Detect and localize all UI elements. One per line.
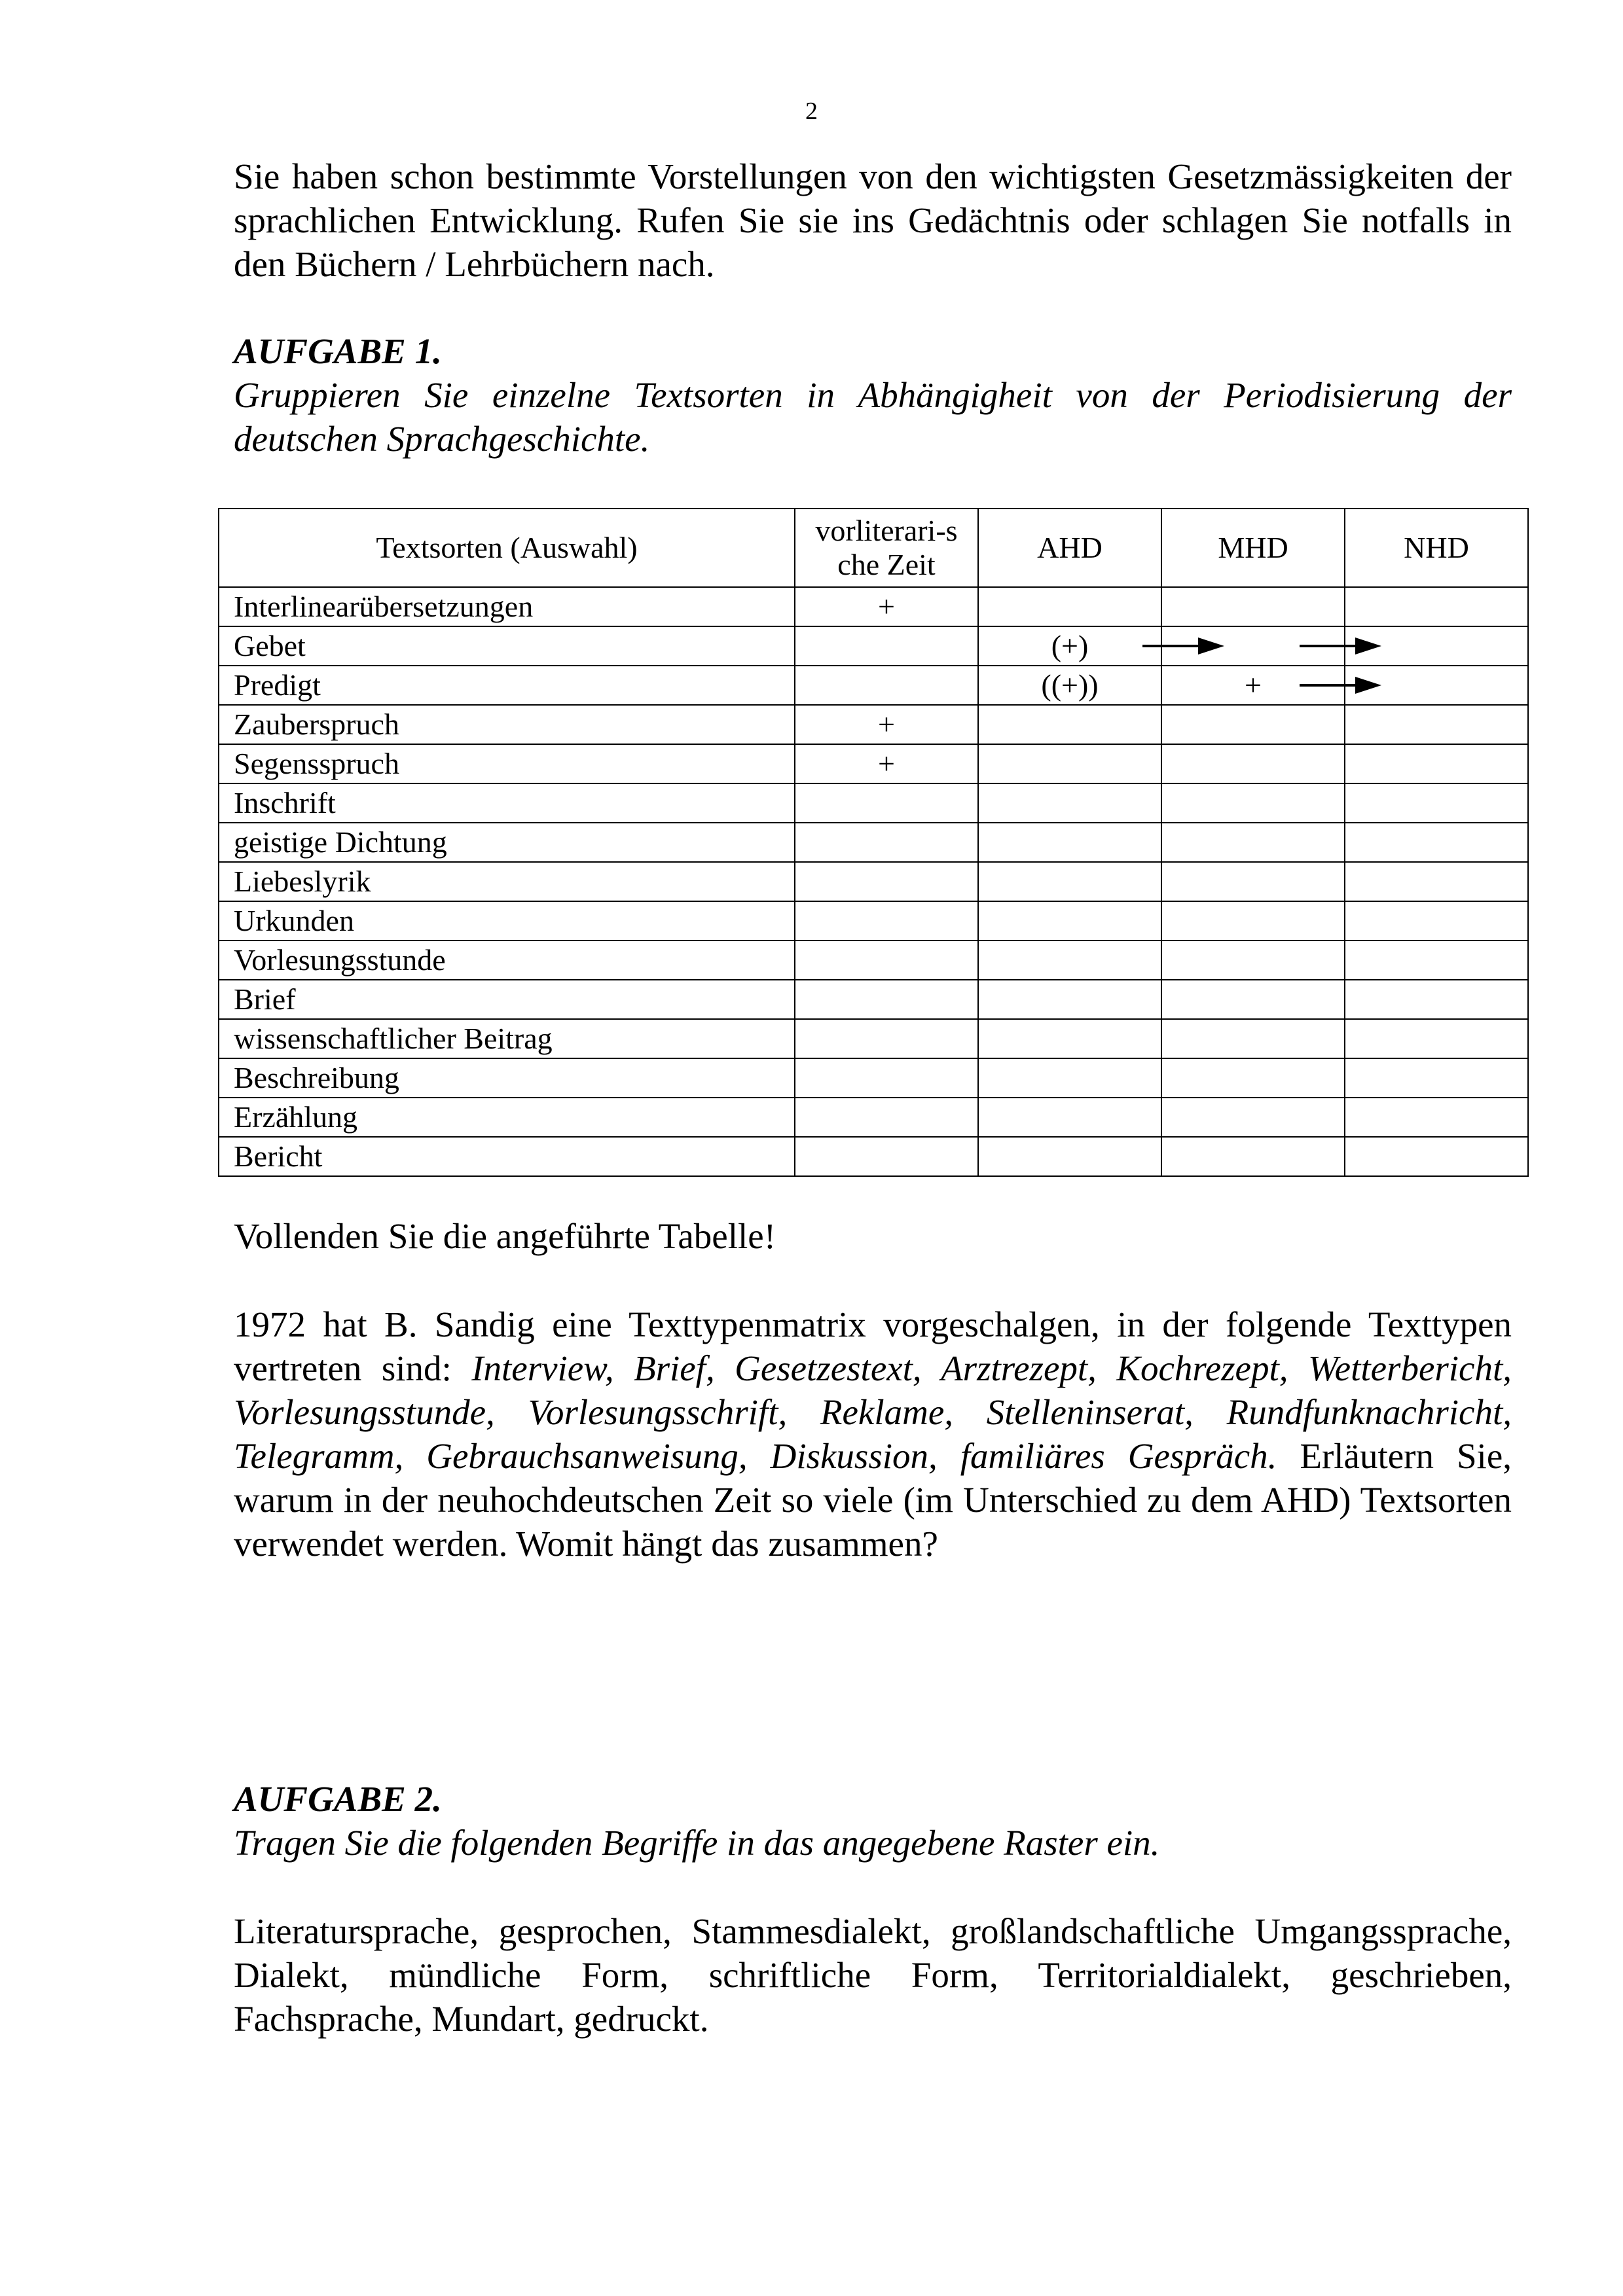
cell-mhd: [1161, 1058, 1345, 1098]
textsorte-label: Urkunden: [219, 901, 795, 941]
sandig-paragraph: [234, 1302, 1512, 1566]
cell-mhd: [1161, 1137, 1345, 1176]
cell-nhd: [1345, 862, 1528, 901]
cell-nhd: [1345, 941, 1528, 980]
table-row: [219, 666, 1528, 705]
textsorte-label: geistige Dichtung: [219, 823, 795, 862]
cell-vor: [795, 941, 978, 980]
cell-ahd: [978, 1137, 1161, 1176]
cell-vor: [795, 980, 978, 1019]
cell-vor: [795, 823, 978, 862]
table-row: [219, 980, 1528, 1019]
table-header-row: [219, 509, 1528, 587]
cell-ahd: [978, 1098, 1161, 1137]
table-row: [219, 823, 1528, 862]
cell-ahd: [978, 823, 1161, 862]
textsorte-label: Inschrift: [219, 783, 795, 823]
textsorte-label: Brief: [219, 980, 795, 1019]
intro-paragraph: Sie haben schon bestimmte Vorstellungen von den wichtigsten Gesetzmässigkeiten der sprachlichen Entwicklung. Rufen Sie sie ins Gedächtnis oder schlagen Sie notfalls in den Büchern / Lehrbüchern nach.: [234, 156, 1512, 284]
cell-nhd: [1345, 1019, 1528, 1058]
cell-ahd: [978, 941, 1161, 980]
textsorte-label: Gebet: [219, 626, 795, 666]
cell-ahd: [978, 1058, 1161, 1098]
cell-nhd: [1345, 783, 1528, 823]
header-vorliterarische-zeit: [795, 509, 978, 587]
cell-mhd: [1161, 626, 1345, 666]
cell-ahd: [978, 1019, 1161, 1058]
cell-ahd: [978, 783, 1161, 823]
table-row: [219, 744, 1528, 783]
cell-vor: [795, 901, 978, 941]
sandig-question: Erläutern Sie, warum in der neuhochdeutschen Zeit so viele (im Unterschied zu dem AHD) Textsorten verwendet werden. Womit hängt das zusammen?: [234, 1436, 1512, 1564]
cell-vor: +: [795, 587, 978, 626]
textsorte-label: Erzählung: [219, 1098, 795, 1137]
cell-ahd: [978, 980, 1161, 1019]
cell-mhd: [1161, 941, 1345, 980]
cell-mhd: [1161, 901, 1345, 941]
table-row: [219, 783, 1528, 823]
page-number: 2: [805, 98, 818, 125]
textsorte-label: Predigt: [219, 666, 795, 705]
cell-nhd: [1345, 980, 1528, 1019]
cell-ahd: (+): [978, 626, 1161, 666]
task1-instruction: Gruppieren Sie einzelne Textsorten in Abhängigheit von der Periodisierung der deutschen Sprachgeschichte.: [234, 375, 1512, 459]
textsorte-label: Beschreibung: [219, 1058, 795, 1098]
periodization-table: [218, 508, 1529, 1177]
textsorte-label: Zauberspruch: [219, 705, 795, 744]
sandig-lead: 1972 hat B. Sandig eine Texttypenmatrix vorgeschalgen, in der folgende Texttypen vertreten sind:: [234, 1304, 1512, 1388]
textsorte-label: Interlinearübersetzungen: [219, 587, 795, 626]
cell-nhd: [1345, 666, 1528, 705]
table-row: [219, 626, 1528, 666]
cell-mhd: +: [1161, 666, 1345, 705]
cell-ahd: [978, 901, 1161, 941]
cell-nhd: [1345, 823, 1528, 862]
table-row: [219, 1098, 1528, 1137]
cell-mhd: [1161, 705, 1345, 744]
textsorte-label: Bericht: [219, 1137, 795, 1176]
cell-mhd: [1161, 744, 1345, 783]
cell-vor: [795, 862, 978, 901]
cell-nhd: [1345, 587, 1528, 626]
textsorte-label: wissenschaftlicher Beitrag: [219, 1019, 795, 1058]
textsorte-label: Vorlesungsstunde: [219, 941, 795, 980]
table-row: [219, 862, 1528, 901]
textsorte-label: Liebeslyrik: [219, 862, 795, 901]
cell-mhd: [1161, 862, 1345, 901]
cell-vor: [795, 666, 978, 705]
cell-mhd: [1161, 823, 1345, 862]
cell-nhd: [1345, 1058, 1528, 1098]
cell-nhd: [1345, 705, 1528, 744]
task1-heading: AUFGABE 1.: [234, 331, 442, 371]
header-vorliterarische-zeit-text: vorliterari-sche Zeit: [815, 514, 958, 581]
cell-mhd: [1161, 783, 1345, 823]
cell-ahd: [978, 862, 1161, 901]
cell-mhd: [1161, 587, 1345, 626]
cell-nhd: [1345, 626, 1528, 666]
header-nhd: NHD: [1345, 509, 1528, 587]
cell-vor: [795, 1058, 978, 1098]
cell-ahd: [978, 587, 1161, 626]
table-row: [219, 1137, 1528, 1176]
task2-instruction: Tragen Sie die folgenden Begriffe in das angegebene Raster ein.: [234, 1823, 1160, 1863]
header-ahd: AHD: [978, 509, 1161, 587]
task2-terms: Literatursprache, gesprochen, Stammesdialekt, großlandschaftliche Umgangssprache, Dialekt, mündliche Form, schriftliche Form, Territorialdialekt, geschrieben, Fachsprache, Mundart, gedruckt.: [234, 1911, 1512, 2039]
table-row: [219, 587, 1528, 626]
cell-vor: +: [795, 705, 978, 744]
cell-ahd: ((+)): [978, 666, 1161, 705]
cell-vor: [795, 1098, 978, 1137]
cell-ahd: [978, 744, 1161, 783]
header-textsorten: Textsorten (Auswahl): [219, 509, 795, 587]
cell-vor: [795, 626, 978, 666]
complete-table-instruction: Vollenden Sie die angeführte Tabelle!: [234, 1216, 776, 1256]
table-row: [219, 901, 1528, 941]
cell-nhd: [1345, 744, 1528, 783]
cell-vor: [795, 1019, 978, 1058]
table-row: [219, 705, 1528, 744]
cell-mhd: [1161, 980, 1345, 1019]
table-row: [219, 1058, 1528, 1098]
task2-heading: AUFGABE 2.: [234, 1779, 442, 1819]
cell-vor: [795, 1137, 978, 1176]
cell-ahd: [978, 705, 1161, 744]
sandig-text-types: Interview, Brief, Gesetzestext, Arztrezept, Kochrezept, Wetterbericht, Vorlesungsstunde, Vorlesungsschrift, Reklame, Stelleninserat, Rundfunknachricht, Telegramm, Gebrauchsanweisung, Diskussion, familiäres Gespräch.: [234, 1348, 1512, 1476]
cell-nhd: [1345, 901, 1528, 941]
header-mhd: MHD: [1161, 509, 1345, 587]
cell-nhd: [1345, 1137, 1528, 1176]
cell-mhd: [1161, 1019, 1345, 1058]
textsorte-label: Segensspruch: [219, 744, 795, 783]
cell-vor: [795, 783, 978, 823]
cell-nhd: [1345, 1098, 1528, 1137]
cell-vor: +: [795, 744, 978, 783]
cell-mhd: [1161, 1098, 1345, 1137]
table-row: [219, 941, 1528, 980]
table-row: [219, 1019, 1528, 1058]
